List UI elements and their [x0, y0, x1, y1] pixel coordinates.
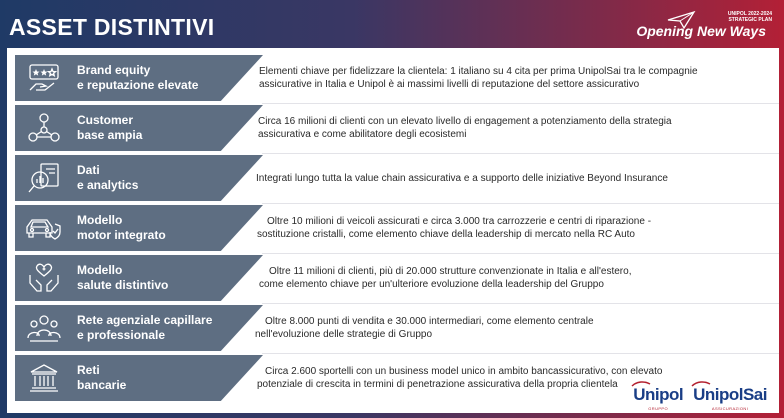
- strategic-plan-caption: [728, 11, 772, 23]
- asset-description: [251, 305, 771, 351]
- asset-row-brand-equity: [7, 55, 779, 101]
- asset-description-line1: Oltre 11 milioni di clienti, più di 20.000 strutture convenzionate in Italia e all'estero,: [269, 266, 632, 277]
- row-divider: [262, 203, 779, 204]
- brand-top-line2: STRATEGIC PLAN: [728, 17, 772, 23]
- asset-description: [251, 255, 771, 301]
- asset-label-line1: Brand equity: [77, 63, 151, 77]
- agents-group-icon: [15, 305, 73, 351]
- asset-description-line1: Circa 2.600 sportelli con un business model unico in ambito bancassicurativo, con elevato: [265, 366, 663, 377]
- asset-description: [251, 55, 771, 101]
- asset-description: [251, 205, 771, 251]
- asset-description-line2: nell'evoluzione delle strategie di Gruppo: [255, 329, 433, 340]
- bank-building-icon: [15, 355, 73, 401]
- asset-description-line1: Oltre 10 milioni di veicoli assicurati e circa 3.000 tra carrozzerie e centri di riparazione -: [267, 216, 652, 227]
- asset-description-line1: Circa 16 milioni di clienti con un elevato livello di engagement a potenziamento della strategia: [258, 116, 672, 127]
- asset-row-data-analytics: [7, 155, 779, 201]
- page-title: ASSET DISTINTIVI: [9, 14, 215, 40]
- brand-slogan: Opening New Ways: [636, 23, 766, 39]
- asset-description-line1: Elementi chiave per fidelizzare la clientela: 1 italiano su 4 cita per prima UnipolSai tra le compagnie: [259, 66, 698, 77]
- asset-label: [77, 205, 237, 251]
- car-shield-icon: [15, 205, 73, 251]
- asset-label-line2: motor integrato: [77, 228, 166, 242]
- asset-description: [251, 155, 771, 201]
- unipolsai-logo: [693, 385, 767, 411]
- unipolsai-logo-subtitle: ASSICURAZIONI: [711, 406, 749, 411]
- asset-row-motor: [7, 205, 779, 251]
- asset-label: [77, 255, 237, 301]
- row-divider: [262, 253, 779, 254]
- customer-network-icon: [15, 105, 73, 151]
- asset-label-line1: Modello: [77, 263, 123, 277]
- asset-label-line1: Rete agenziale capillare: [77, 313, 213, 327]
- asset-label: [77, 355, 237, 401]
- row-divider: [262, 303, 779, 304]
- unipol-logo-subtitle: GRUPPO: [648, 406, 669, 411]
- asset-label-line2: e reputazione elevate: [77, 78, 199, 92]
- asset-label-line1: Dati: [77, 163, 100, 177]
- asset-description-line1: Oltre 8.000 punti di vendita e 30.000 intermediari, come elemento centrale: [265, 316, 594, 327]
- asset-label-line2: bancarie: [77, 378, 127, 392]
- unipol-logo: [633, 385, 684, 411]
- logo-swoosh-icon: [631, 381, 651, 387]
- asset-label-line2: base ampia: [77, 128, 143, 142]
- health-hands-icon: [15, 255, 73, 301]
- strategic-plan-brand: [614, 8, 774, 44]
- unipolsai-logo-text: UnipolSai: [693, 385, 767, 404]
- unipol-logo-text: Unipol: [633, 385, 684, 404]
- header-bar: [0, 0, 784, 48]
- asset-description-line2: come elemento chiave per un'ulteriore evoluzione della leadership del Gruppo: [259, 279, 604, 290]
- asset-label-line1: Reti: [77, 363, 100, 377]
- asset-label-line2: e analytics: [77, 178, 139, 192]
- asset-row-agency-network: [7, 305, 779, 351]
- asset-label: [77, 105, 237, 151]
- assets-panel: [7, 48, 779, 413]
- asset-description-line2: sostituzione cristalli, come elemento chiave della leadership di mercato nella RC Auto: [257, 229, 635, 240]
- company-logos: [633, 381, 767, 411]
- row-divider: [262, 153, 779, 154]
- asset-label: [77, 55, 237, 101]
- asset-label: [77, 155, 237, 201]
- brand-top-line1: UNIPOL 2022-2024: [727, 11, 772, 17]
- analytics-magnifier-icon: [15, 155, 73, 201]
- asset-row-health: [7, 255, 779, 301]
- asset-label: [77, 305, 237, 351]
- asset-label-line2: salute distintivo: [77, 278, 169, 292]
- asset-label-line1: Customer: [77, 113, 134, 127]
- asset-label-line1: Modello: [77, 213, 123, 227]
- row-divider: [262, 103, 779, 104]
- asset-description-line2: potenziale di crescita in termini di penetrazione assicurativa della propria clientela: [257, 379, 618, 390]
- rating-stars-hand-icon: [15, 55, 73, 101]
- asset-description: [251, 105, 771, 151]
- asset-description-line2: assicurative in Italia e Unipol è ai massimi livelli di reputazione del settore assicurativo: [259, 79, 640, 90]
- asset-row-customer-base: [7, 105, 779, 151]
- logo-swoosh-icon: [691, 381, 711, 387]
- asset-label-line2: e professionale: [77, 328, 166, 342]
- asset-description-line1: Integrati lungo tutta la value chain assicurativa e a supporto delle iniziative Beyond Insurance: [256, 172, 668, 184]
- asset-description-line2: assicurativa e come abilitatore degli ecosistemi: [258, 129, 467, 140]
- row-divider: [262, 353, 779, 354]
